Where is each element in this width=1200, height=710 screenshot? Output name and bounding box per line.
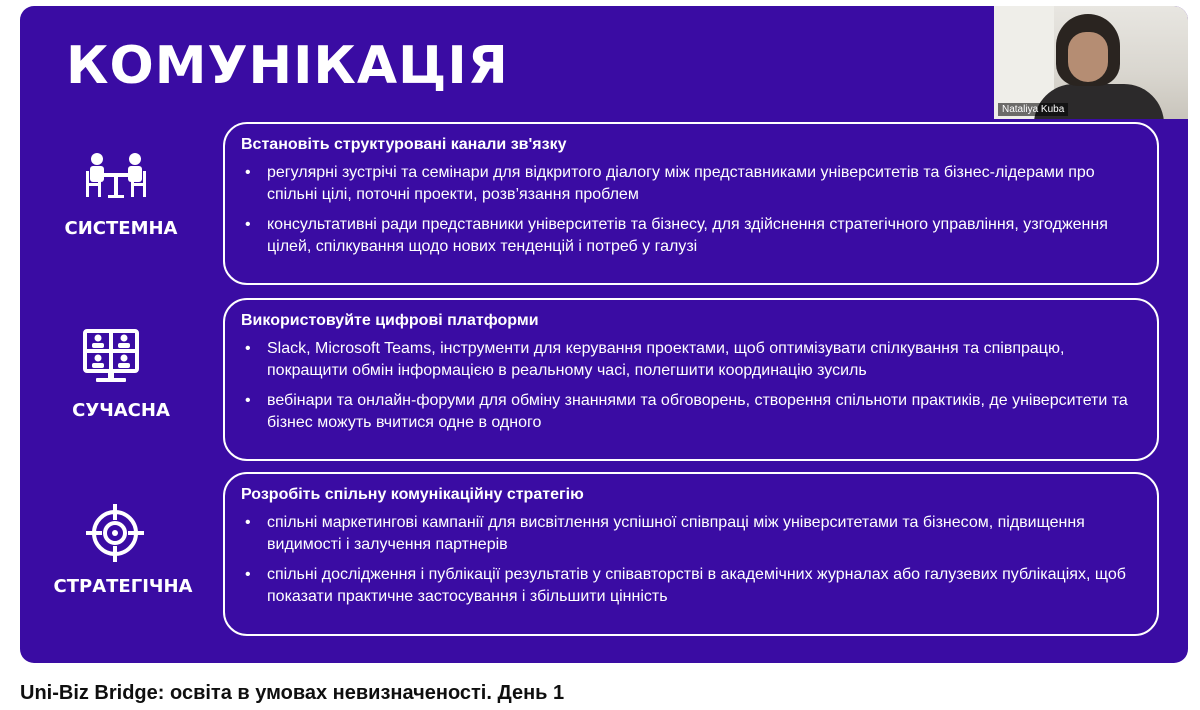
bullet-item: • вебінари та онлайн-форуми для обміну знаннями та обговорень, створення спільноти практиків, де університети та бізнес можуть вчитися одне в одного [245,392,1128,431]
section-card-strategic [223,472,1159,636]
section-heading-strategic: Розробіть спільну комунікаційну стратегію [241,486,584,503]
participant-webcam [994,6,1188,119]
section-card-modern [223,298,1159,461]
video-conference-icon [82,328,140,386]
bullet-item: • спільні маркетингові кампанії для висвітлення успішної співпраці між університетами та бізнесом, підвищення видимості і залучення партнерів [245,514,1085,553]
bullet-item: • Slack, Microsoft Teams, інструменти для керування проектами, щоб оптимізувати спілкування та співпрацю, покращити обмін інформацією в реальному часі, полегшити координацію зусиль [245,340,1065,379]
section-heading-systemic: Встановіть структуровані канали зв'язку [241,136,567,153]
video-title: Uni-Biz Bridge: освіта в умовах невизначеності. День 1 [20,682,565,704]
slide-title: КОМУНІКАЦІЯ [66,36,509,96]
target-crosshair-icon [84,502,146,564]
bullet-item: • консультативні ради представники університетів та бізнесу, для здійснення стратегічного управління, узгодження цілей, спілкування щодо нових тенденцій і потреб у галузі [245,216,1108,255]
section-label-systemic: СИСТЕМНА [64,218,178,239]
presentation-slide [20,6,1188,663]
section-label-modern: СУЧАСНА [72,400,170,421]
section-label-strategic: СТРАТЕГІЧНА [53,576,193,597]
section-card-systemic [223,122,1159,285]
meeting-table-icon [84,151,148,201]
bullet-item: • регулярні зустрічі та семінари для відкритого діалогу між представниками університетів та бізнес-лідерами про спільні цілі, поточні проекти, розв’язання проблем [245,164,1095,203]
bullet-item: • спільні дослідження і публікації результатів у співавторстві в академічних журналах або галузевих публікаціях, щоб показати практичне застосування і збільшити цінність [245,566,1126,605]
section-heading-modern: Використовуйте цифрові платформи [241,312,539,329]
participant-name-tag: Nataliya Kuba [998,103,1068,116]
